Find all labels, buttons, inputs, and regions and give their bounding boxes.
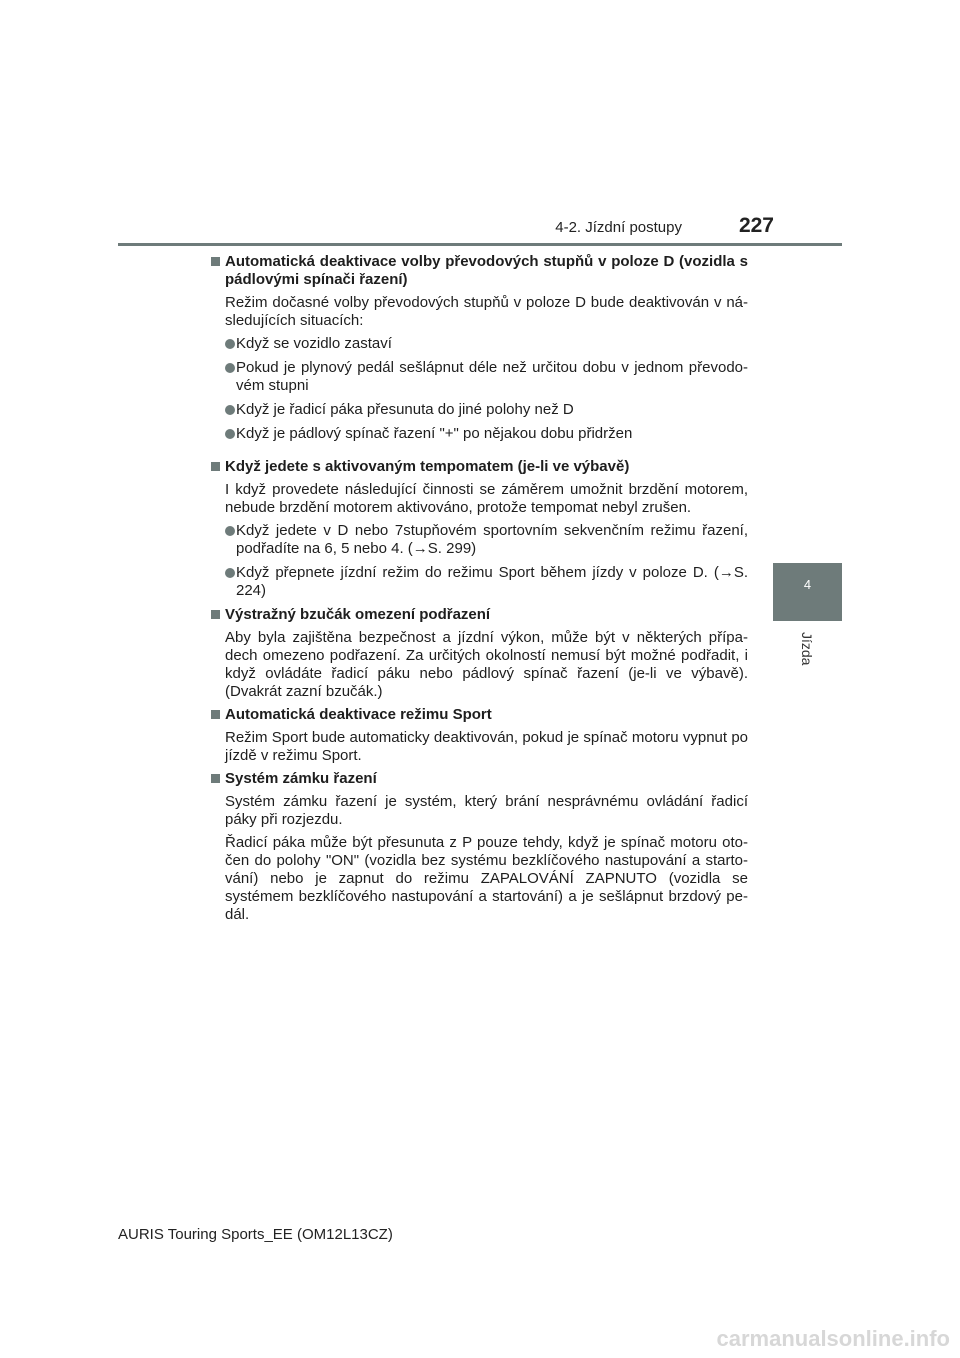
spacer (211, 449, 748, 458)
paragraph: Řadicí páka může být přesunuta z P pouze tehdy, když je spínač motoru oto-čen do polohy "ON" (vozidla bez systému bezklíčového nastupování a starto-vání) nebo je zapnut do režimu ZAPALOVÁNÍ ZAPNUTO (vozidla se systémem bezklíčového nastupování a startování) a je sešlápnut brzdový pe-dál. (225, 834, 748, 923)
section-title-text: Výstražný bzučák omezení podřazení (225, 606, 491, 623)
section-title-text: Systém zámku řazení (225, 770, 377, 787)
section-auto-deactivation-d (211, 253, 748, 443)
header-divider (118, 243, 842, 246)
section-title-text: Automatická deaktivace volby převodových stupňů v poloze D (vozidla s pádlovými spínači řazení) (225, 253, 748, 288)
list-item-text: Když přepnete jízdní režim do režimu Sport během jízdy v poloze D. (→S. 224) (236, 564, 748, 599)
list-item-text: Když je pádlový spínač řazení "+" po nějakou dobu přidržen (236, 425, 633, 442)
paragraph: Systém zámku řazení je systém, který brání nesprávnému ovládání řadicí páky při rozjezdu. (225, 793, 748, 828)
circle-bullet-icon (225, 526, 235, 536)
paragraph: Aby byla zajištěna bezpečnost a jízdní výkon, může být v některých přípa-dech omezeno podřazení. Za určitých okolností nemusí být možné podřadit, i když ovládáte řadicí páku nebo pádlový spínač řazení (je-li ve výbavě). (Dvakrát zazní bzučák.) (225, 629, 748, 700)
footer-model-code: AURIS Touring Sports_EE (OM12L13CZ) (118, 1226, 393, 1243)
square-bullet-icon (211, 610, 220, 619)
section-title (211, 706, 748, 724)
header-section-title: 4-2. Jízdní postupy (555, 219, 682, 236)
paragraph: I když provedete následující činnosti se záměrem umožnit brzdění motorem, nebude brzdění motorem aktivováno, protože tempomat nebyl zrušen. (225, 481, 748, 516)
list-item (211, 359, 748, 395)
section-downshift-buzzer (211, 606, 748, 701)
square-bullet-icon (211, 710, 220, 719)
list-item (211, 522, 748, 558)
section-title-text: Když jedete s aktivovaným tempomatem (je-li ve výbavě) (225, 458, 630, 475)
list-item (211, 401, 748, 419)
paragraph: Režim Sport bude automaticky deaktivován, pokud je spínač motoru vypnut po jízdě v režimu Sport. (225, 729, 748, 764)
section-title (211, 253, 748, 289)
chapter-tab-number: 4 (803, 577, 812, 592)
watermark: carmanualsonline.info (716, 1326, 950, 1351)
list-item (211, 335, 748, 353)
list-item-text: Pokud je plynový pedál sešlápnut déle než určitou dobu v jednom převodo-vém stupni (236, 359, 748, 394)
section-title-text: Automatická deaktivace režimu Sport (225, 706, 492, 723)
page-content (211, 253, 748, 929)
section-cruise-control (211, 458, 748, 600)
section-title (211, 606, 748, 624)
paragraph: Režim dočasné volby převodových stupňů v poloze D bude deaktivován v ná-sledujících situacích: (225, 294, 748, 329)
list-item-text: Když je řadicí páka přesunuta do jiné polohy než D (236, 401, 574, 418)
square-bullet-icon (211, 462, 220, 471)
chapter-tab (773, 563, 842, 621)
square-bullet-icon (211, 257, 220, 266)
circle-bullet-icon (225, 339, 235, 349)
section-title (211, 458, 748, 476)
list-item (211, 564, 748, 600)
list-item-text: Když jedete v D nebo 7stupňovém sportovním sekvenčním režimu řazení, podřadíte na 6, 5 nebo 4. (→S. 299) (236, 522, 748, 557)
section-sport-deactivation (211, 706, 748, 765)
list-item (211, 425, 748, 443)
circle-bullet-icon (225, 429, 235, 439)
circle-bullet-icon (225, 405, 235, 415)
section-title (211, 770, 748, 788)
section-shift-lock (211, 770, 748, 924)
square-bullet-icon (211, 774, 220, 783)
list-item-text: Když se vozidlo zastaví (236, 335, 392, 352)
circle-bullet-icon (225, 568, 235, 578)
page-number: 227 (738, 214, 774, 237)
circle-bullet-icon (225, 363, 235, 373)
chapter-tab-label: Jízda (799, 632, 815, 666)
